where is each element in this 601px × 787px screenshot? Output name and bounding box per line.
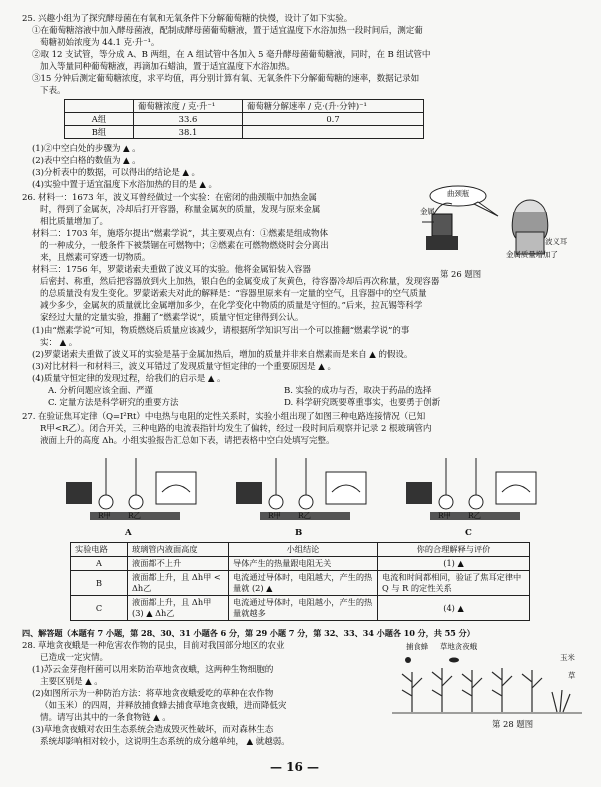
table-cell (65, 100, 134, 113)
q28-line: (1)苏云金芽孢杆菌可以用来防治草地贪夜蛾，这两种生物细胞的 (32, 665, 274, 675)
table-cell: 0.7 (243, 113, 424, 126)
table-cell: 液面都上升，且 Δh甲 (3) ▲ Δh乙 (128, 596, 229, 621)
q28-line: 主要区别是 ▲ 。 (40, 677, 103, 687)
resistor-label: R甲 (98, 511, 111, 520)
q26-line: 相比质量增加了。 (40, 217, 108, 227)
table-cell: C (71, 596, 128, 621)
resistor-label: R乙 (298, 511, 311, 520)
resistor-label: R甲 (438, 511, 451, 520)
ammeter-icon (326, 472, 366, 504)
q26-line: 减少多少，金属灰的质量就比金属增加多少，在化学变化中物质的质量是守恒的。”后来，拉瓦锡等科学 (40, 301, 423, 311)
page-number: — 16 — (270, 760, 320, 774)
boyle-label: 波义耳 (545, 237, 568, 246)
q26-line: 来，且燃素可穿透一切物质。 (40, 253, 151, 263)
q25-question: (3)分析表中的数据，可以得出的结论是 ▲ 。 (32, 168, 201, 178)
bubble-label: 曲颈瓶 (447, 189, 470, 198)
option: B. 实验的成功与否，取决于药品的选择 (284, 386, 432, 396)
q28-line: (3)草地贪夜蛾对农田生态系统会造成毁灭性破坏，而对森林生态 (32, 725, 274, 735)
q25-line: 萄糖初始浓度为 44.1 克·升⁻¹。 (40, 38, 160, 48)
q25-question: (2)表中空白格的数值为 ▲ 。 (32, 156, 141, 166)
fig-label: 玉米 (560, 653, 575, 662)
table-cell: B组 (65, 126, 134, 139)
q28-line: 已造成一定灾情。 (40, 653, 108, 663)
circuit-label: B (295, 528, 303, 538)
metal-label: 金属 (420, 207, 435, 216)
resistor-label: R乙 (468, 511, 481, 520)
q26-question: (3)对比材料一和材料三，波义耳错过了发现质量守恒定律的一个重要原因是 ▲ 。 (32, 362, 336, 372)
table-header: 葡萄糖分解速率 / 克·(升·分钟)⁻¹ (243, 100, 424, 113)
fig-label: 捕食蜂 (406, 642, 429, 651)
q28-line: 28. 草地贪夜蛾是一种危害农作物的昆虫，目前对我国部分地区的农业 (22, 641, 285, 651)
option: D. 科学研究既要尊重事实，也要勇于创新 (284, 398, 441, 408)
fig-label: 草 (568, 671, 576, 680)
q26-line: 后密封、称重，然后把容器放到火上加热，银白色的金属变成了灰黄色，待容器冷却后再次称量，发现容器 (40, 277, 440, 287)
q26-line: 的一种成分，一般条件下被禁锢在可燃物中；②燃素在可燃物燃烧时会分离出 (40, 241, 329, 251)
figure-caption: 第 26 题图 (440, 269, 482, 279)
table-cell: B (71, 571, 128, 596)
ammeter-icon (156, 472, 196, 504)
table-row (65, 100, 424, 113)
circuit-label: C (465, 528, 472, 538)
table-row (65, 113, 424, 126)
wasp-icon (405, 657, 411, 663)
q27-line: R甲<R乙）。闭合开关，三种电路的电流表指针均发生了偏转，经过一段时间后观察并记录 2 根玻璃管内 (40, 424, 432, 434)
table-cell: 38.1 (134, 126, 243, 139)
fig-label: 草地贪夜蛾 (440, 642, 477, 651)
q25-line: 下表。 (40, 86, 66, 96)
q25-line: 25. 兴趣小组为了探究酵母菌在有氧和无氧条件下分解葡萄糖的快慢，设计了如下实验。 (22, 14, 353, 24)
table-cell: A组 (65, 113, 134, 126)
q26-question: (1)由“燃素学说”可知，物质燃烧后质量应该减少，请根据所学知识写出一个可以推翻“燃素学说”的事 (32, 326, 410, 336)
table-row (71, 596, 530, 621)
resistor-label: R乙 (128, 511, 141, 520)
circuit-label: A (125, 528, 132, 538)
table-cell: 液面都不上升 (128, 557, 229, 571)
bubble-text: 金属质量增加了 (506, 250, 558, 259)
table-cell: (1) ▲ (378, 557, 530, 571)
q27-line: 27. 在验证焦耳定律（Q=I²Rt）中电热与电阻的定性关系时，实验小组出现了如图三种电路连接情况（已知 (22, 412, 426, 422)
table-row (71, 543, 530, 557)
table-cell: 电流和时间都相同，验证了焦耳定律中 Q 与 R 的定性关系 (378, 571, 530, 596)
q27-table (70, 542, 530, 621)
q28-line: （如玉米）的四周，并释放捕食蜂去捕食草地贪夜蛾，进而降低灾 (40, 701, 287, 711)
q26-line: 26. 材料一：1673 年，波义耳曾经做过一个实验：在密闭的曲颈瓶中加热金属 (22, 193, 317, 203)
q27-line: 液面上升的高度 Δh。小组实验报告汇总如下表，请把表格中空白处填写完整。 (40, 436, 335, 446)
q26-line: 的总质量没有发生变化。罗蒙诺索夫对此的解释是：“容器里原来有一定量的空气，且容器中的空气质量 (40, 289, 427, 299)
table-row (71, 571, 530, 596)
table-cell: 液面都上升，且 Δh甲 < Δh乙 (128, 571, 229, 596)
q28-line: 系统却影响相对较小，这说明生态系统的成分越单纯， ▲ 就越弱。 (40, 737, 290, 747)
table-cell: 电流通过导体时，电阻越大，产生的热量就 (2) ▲ (229, 571, 378, 596)
q26-line: 材料三：1756 年，罗蒙诺索夫重做了波义耳的实验。他将金属铅装入容器 (32, 265, 311, 275)
table-header: 你的合理解释与评价 (378, 543, 530, 557)
crop-field-figure (392, 652, 582, 714)
option: A. 分析问题应该全面、严谨 (48, 386, 153, 396)
q26-question: 实： ▲ 。 (40, 338, 78, 348)
table-row (65, 126, 424, 139)
table-row (71, 557, 530, 571)
q26-question: (2)罗蒙诺索夫重做了波义耳的实验是基于金属加热后，增加的质量并非来自燃素而是来自 ▲ 的假设。 (32, 350, 413, 360)
q26-line: 家经过大量的定量实验，推翻了“燃素学说”，质量守恒定律得到公认。 (40, 313, 304, 323)
q25-line: 加入等量同种葡萄糖液，再滴加石蜡油，置于适宜温度下水浴加热。 (40, 62, 295, 72)
q26-question: (4)质量守恒定律的发现过程，给我们的启示是 ▲ 。 (32, 374, 226, 384)
table-cell: (4) ▲ (378, 596, 530, 621)
q25-question: (4)实验中置于适宜温度下水浴加热的目的是 ▲ 。 (32, 180, 218, 190)
table-cell: 电流通过导体时，电阻越小，产生的热量就越多 (229, 596, 378, 621)
q25-question: (1)②中空白处的步骤为 ▲ 。 (32, 144, 141, 154)
table-header: 小组结论 (229, 543, 378, 557)
table-cell: 33.6 (134, 113, 243, 126)
table-header: 葡萄糖浓度 / 克·升⁻¹ (134, 100, 243, 113)
section-heading: 四、解答题（本题有 7 小题，第 28、30、31 小题各 6 分，第 29 小题 7 分，第 32、33、34 小题各 10 分，共 55 分） (22, 628, 475, 638)
q25-line: ①在葡萄糖溶液中加入酵母菌液，配制成酵母菌葡萄糖液，置于适宜温度下水浴加热一段时间后，测定葡 (32, 26, 423, 36)
table-header: 实验电路 (71, 543, 128, 557)
moth-icon (449, 658, 459, 663)
q26-line: 时，得到了金属灰，冷却后打开容器，称量金属灰的质量，发现与原来金属 (40, 205, 321, 215)
table-header: 玻璃管内液面高度 (128, 543, 229, 557)
q26-line: 材料二：1703 年，施塔尔提出“燃素学说”，其主要观点有：①燃素是组成物体 (32, 229, 328, 239)
q28-line: 情。请写出其中的一条食物链 ▲ 。 (40, 713, 171, 723)
q25-line: ③15 分钟后测定葡萄糖浓度，求平均值，再分别计算有氧、无氧条件下分解葡萄糖的速率，数据记录如 (32, 74, 420, 84)
q28-line: (2)如图所示为一种防治方法：将草地贪夜蛾爱吃的草种在农作物 (32, 689, 274, 699)
ammeter-icon (496, 472, 536, 504)
table-cell: 导体产生的热量跟电阻无关 (229, 557, 378, 571)
q25-table (64, 99, 424, 139)
figure-caption: 第 28 题图 (492, 719, 534, 729)
resistor-label: R甲 (268, 511, 281, 520)
table-cell: A (71, 557, 128, 571)
option: C. 定量方法是科学研究的重要方法 (48, 398, 179, 408)
table-cell (243, 126, 424, 139)
q25-line: ②取 12 支试管，等分成 A、B 两组，在 A 组试管中各加入 5 毫升酵母菌葡萄糖液，同时，在 B 组试管中 (32, 50, 431, 60)
